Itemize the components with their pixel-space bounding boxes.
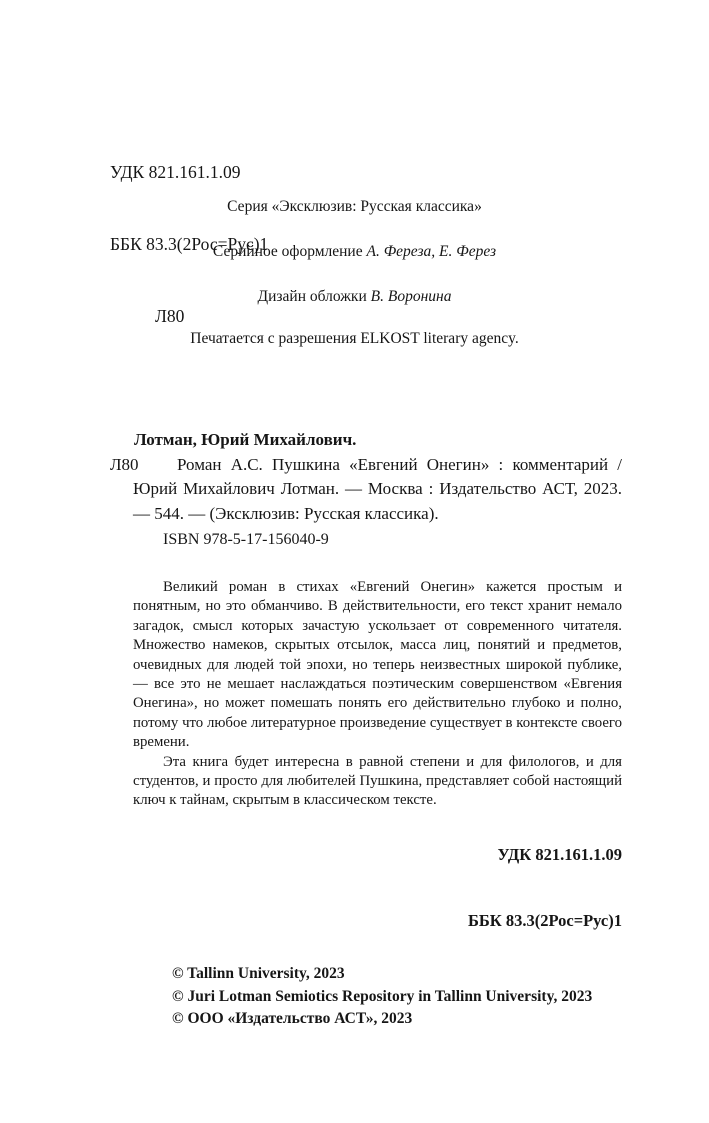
cip-record-block [110, 428, 622, 553]
isbn: ISBN 978-5-17-156040-9 [163, 531, 329, 548]
annotation-block [133, 578, 622, 811]
copyright-line: © ООО «Издательство АСТ», 2023 [172, 1010, 413, 1027]
udk-code: УДК 821.161.1.09 [110, 162, 241, 182]
cover-design-name: В. Воронина [370, 288, 452, 305]
series-name: Серия «Эксклюзив: Русская классика» [227, 198, 482, 215]
cip-sigla: Л80 [110, 454, 139, 474]
bbk-code-repeat: ББК 83.3(2Рос=Рус)1 [467, 911, 622, 930]
cip-description: Роман А.С. Пушкина «Евгений Онегин» : комментарий / Юрий Михайлович Лотман. — Москва : Издательство АСТ, 2023. — 544. — (Эксклюзив: Русская классика). [133, 454, 622, 523]
series-design-names: А. Фереза, Е. Ферез [366, 243, 497, 260]
series-design-credit [60, 243, 649, 261]
cover-design-label: Дизайн обложки [257, 288, 371, 305]
cip-description-row [110, 453, 622, 527]
annotation-paragraph-2: Эта книга будет интересна в равной степени и для филологов, и для студентов, и просто для любителей Пушкина, представляет собой настоящий ключ к тайнам, скрытым в классическом тексте. [133, 753, 622, 809]
copyright-line: © Tallinn University, 2023 [172, 965, 345, 982]
cover-design-credit [60, 288, 649, 306]
bbk-code: ББК 83.3(2Рос=Рус)1 [110, 234, 269, 254]
permission-notice: Печатается с разрешения ELKOST literary agency. [190, 330, 519, 347]
annotation-paragraph-1: Великий роман в стихах «Евгений Онегин» кажется простым и понятным, но это обманчиво. В действительности, его текст хранит немало загадок, смысл которых зачастую ускользает от современного читателя. Множество намеков, скрытых отсылок, масса лиц, понятий и предметов, очевидных для людей той эпохи, но теперь неизвестных широкой публике, — все это не мешает наслаждаться поэтическим совершенством «Евгения Онегина», но может помешать понять его действительно глубоко и полно, потому что любое литературное произведение существует в контексте своего времени. [133, 579, 622, 751]
udk-code-repeat: УДК 821.161.1.09 [497, 845, 622, 864]
cip-author-heading: Лотман, Юрий Михайлович. [134, 430, 357, 449]
series-credits-block [60, 198, 649, 306]
classification-codes-repeat-block [300, 800, 622, 976]
copyright-line: © Juri Lotman Semiotics Repository in Tallinn University, 2023 [172, 987, 593, 1005]
series-design-label: Серийное оформление [212, 243, 367, 260]
copyright-block [172, 963, 592, 1031]
author-sign-code: Л80 [155, 306, 185, 326]
